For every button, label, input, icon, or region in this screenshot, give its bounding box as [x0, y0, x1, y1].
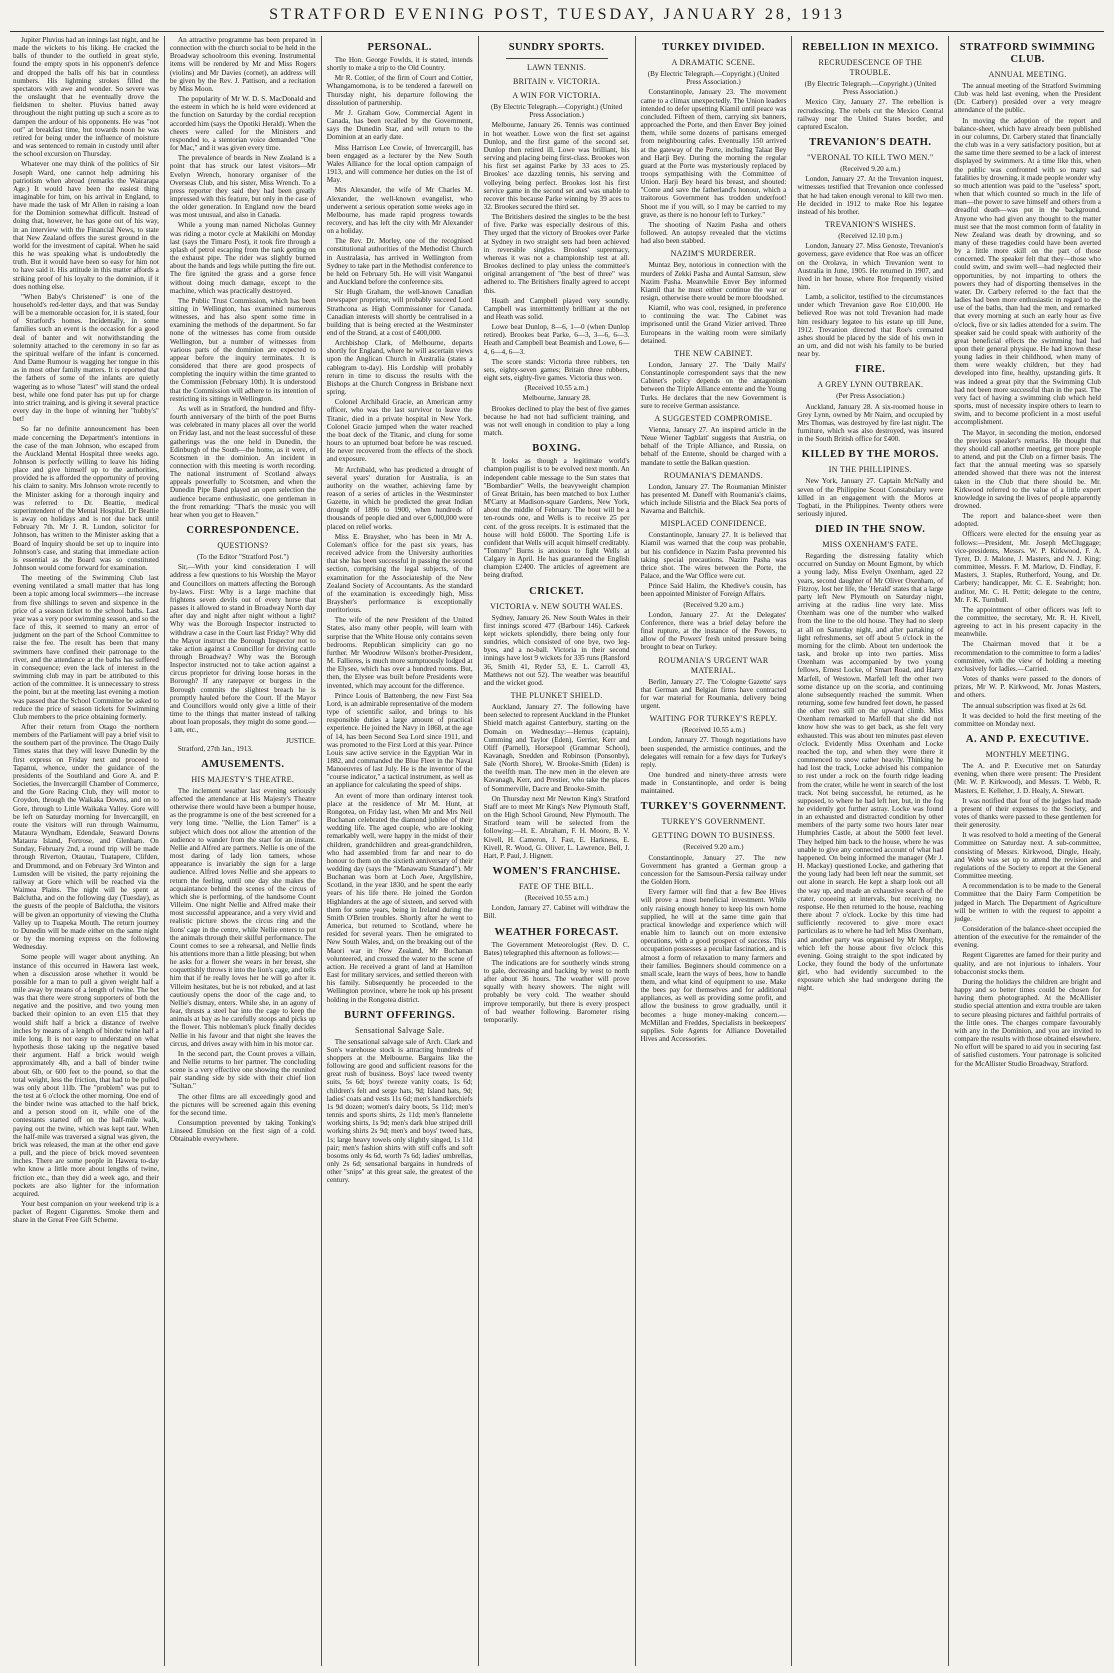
section-heading: FIRE. [855, 364, 886, 376]
article-paragraph: Your best companion on your weekend trip is a packet of Regent Cigarettes. Smoke them and share in the Great Free Gift Scheme. [13, 1200, 159, 1225]
article-paragraph: Sydney, January 26. New South Wales in their first innings scored 477 (Barbour 146). Carkeek kept wickets splendidly, there being only four sundries, which consisted of one bye, two leg-byes, and a no-ball. Victoria in their second innings have lost 9 wickets for 335 runs (Ransford 36, Smith 41, Ryder 53, E. L. Carroll 43, Matthews not out 52). The weather was beautiful and the wicket good. [483, 613, 630, 687]
article-subheading: IN THE PHILLIPINES. [828, 465, 912, 475]
page-columns [8, 36, 1106, 1666]
article-paragraph: During the holidays the children are bright and happy and so better times could be chosen for having them photographed. At the McAllister studio special attention and extra trouble are taken to secure pleasing pictures and faithful portraits of the little ones. The charges compare favourably with any in the Dominion, and you are invited to compare the results with those obtained elsewhere. No effort will be spared to aid you in securing fast of satisfied customers. Your patronage is solicited for the McAllister Studio Broadway, Stratford. [954, 977, 1101, 1068]
article-paragraph: Melbourne, January 26. Tennis was continued in hot weather. Lowe won the first set against Dunlop, and the first game of the second set. Dunlop then retired ill. Lowe was brilliant, his serving and placing being first-class. Brookes won his first set against Parke by 33 aces to 25. Brookes' ace dazzling tennis, his serving and volleying being perfect. Brookes lost his first service game in the second set and was unable to recover this because Parke winning by 39 aces to 32. Brookes secured the third set. [483, 121, 630, 211]
section-heading: TURKEY'S GOVERNMENT. [640, 801, 787, 813]
masthead: STRATFORD EVENING POST, TUESDAY, JANUARY 28, 1913 [269, 6, 845, 23]
article-paragraph: The popularity of Mr W. D. S. MacDonald and the esteem in which he is held were evidenced at the function on Saturday by the cordial reception accorded him (says the Opotiki Herald). When the cheers were called for the Ministers and responded to, a stentorian voice demanded "One for Mac," and it was given every time. [169, 95, 316, 153]
article-subheading: RECRUDESCENCE OF THE TROUBLE. [818, 58, 923, 77]
article-paragraph: Prince Louis of Battenberg, the new First Sea Lord, is an admirable representative of the modern type of scientific sailor, and brings to his responsible duties a large amount of practical experience. He joined the Navy in 1868, at the age of 14, has been Second Sea Lord since 1911, and was promoted to the First Lord at this year. Prince Louis saw active service in the Egyptian War in 1882, and commanded the Blue Fleet in the Naval Manoeuvres of last July. He is the inventor of the "course indicator," a tactical instrument, as well as an appliance for calculating the speed of ships. [326, 691, 473, 790]
article-paragraph: The Mayor, in seconding the motion, endorsed the previous speaker's remarks. He thought that they should call another meeting, get more people to attend, and put the Club on a firmer basis. The fact that the annual meeting was so sparsely attended showed that there was not the interest taken in the Club that there should be. Mr. Kirkwood referred to the value of a little expert knowledge in saving the lives of people apparently drowned. [954, 428, 1101, 510]
article-paragraph: Mr R. Cottier, of the firm of Court and Cottier, Whangamomona, is to be tendered a farewell on Thursday night, his departure following the dissolution of partnership. [326, 74, 473, 107]
article-paragraph: It was decided to hold the first meeting of the committee on Monday next. [954, 711, 1101, 728]
article-paragraph: London, January 27. The 'Daily Mail's' Constantinople correspondent says that the new Cabinet's policy depends on the antagonism between the Triple Alliance entente and the Young Turks. He declares that the new Government is sure to receive German assistance. [640, 360, 787, 410]
article-paragraph: The Rev. Dr. Morley, one of the recognised constitutional authorities of the Methodist Church in Australasia, has arrived in Wellington from Sydney to take part in the Methodist conference to be held on February 5th. He will visit Wanganui and Auckland before the conference sits. [326, 237, 473, 287]
article-subheading: MONTHLY MEETING. [985, 750, 1070, 760]
article-paragraph: As well as in Stratford, the hundred and fifty-fourth anniversary of the birth of the poet Burns was celebrated in many places all over the world on Friday last, and not the least successful of these gatherings was the one held in Dunedin, the Edinburgh of the South—the home, as it were, of Scotsmen in the dominion. An incident in connection with this meeting is worth recording. The national instrument of Scotland always appeals powerfully to Scotsmen, and when the Dunedin Pipe Band played an open selection the audience became enthusiastic, one gentleman in the front remarking: "That's the music you will hear when you get to Heaven." [169, 404, 316, 519]
section-heading: TURKEY DIVIDED. [662, 42, 765, 53]
column-2 [165, 36, 322, 1666]
article-paragraph: The meeting of the Swimming Club last evening ventilated a small matter that has long been a topic among local swimmers—the increase from five shillings to seven and sixpence in the price of a season ticket to the school baths. Last year was a very poor swimming season, and so the face of this, it seemed to many an error of judgment on the part of the School Committee to raise the fee. The result has been that many swimmers have confined their patronage to the river, and the attendance at the baths has suffered in consequence; even the lack of interest in the swimming club may in part be attributed to this action of the committee. It is unnecessary to stress the point, but at the meeting last evening a motion was passed that the School Committee be asked to reduce the price of season tickets for Swimming Club members to the price obtaining formerly. [13, 574, 159, 721]
article-paragraph: The score stands: Victoria three rubbers, ten sets, eighty-seven games; Britain three rubbers, eight sets, eighty-five games. Victoria thus won. [483, 357, 630, 383]
article-paragraph: So far no definite announcement has been made concerning the Department's intentions in the case of the man Johnson, who escaped from the Auckland Mental Hospital three weeks ago. Johnson is perfectly willing to leave his hiding place and give himself up to the authorities, provided he is afforded the opportunity of proving his claim to sanity. Mrs Johnson wrote recently to the Minister asking for a thorough inquiry and was referred to Dr. Beattie, medical superintendent of the Mental Hospital. Dr Beattie is away on holidays and is not due back until February 7th. Mr J. R. Lundon, solicitor for Johnson, has written to the Minister asking that a Board of Inquiry should be set up to inquire into Johnson's case, and stating that immediate action is essential as the Board was so constituted Johnson would come forward for examination. [13, 425, 159, 572]
column-7 [949, 36, 1106, 1666]
masthead-rule [10, 31, 1104, 32]
article-subheading: A WIN FOR VICTORIA. [512, 91, 601, 100]
article-subheading: THE PLUNKET SHIELD. [510, 691, 603, 701]
article-paragraph: The sensational salvage sale of Arch. Clark and Son's warehouse stock is attracting hundreds of shoppers at the Melbourne. Bargains like the following are good and sufficient reasons for the great rush of business. Boys' lace tweed twenty suits, 5s 6d; boys' tweeze vanity coats, 1s 6d; children's felt and serge hats, 9d; Island hats, 9d; ladies' coats and vests 11s 6d; men's handkerchiefs 1s 9d dozen; women's dairy boots, 5s 11d; men's tennis and sports shirts, 2s 11d; men's flannelette working shirts, 1s 9d; men's dark blue striped drill working shirts 2s 9d; men's and boys' tweed hats, 1s; large heavy towels only slightly singed, 1s 11d pair; men's fashion shirts with stiff cuffs and soft bosoms only 4s 6d, worth 7s 6d; ladies' umbrellas, only 2s 6d; sensational bargains in hundreds of other "snips" at this great sale, the greatest of the century. [326, 1037, 473, 1185]
article-subheading: FATE OF THE BILL. [519, 882, 595, 891]
article-subheading: TREVANION'S WISHES. [824, 220, 916, 230]
article-subheading: TURKEY'S GOVERNMENT. [661, 817, 766, 827]
article-paragraph: Mr Archibald, who has predicted a drought of several years' duration for Australia, is an authority on the weather, achieving fame by reason of a series of articles in the Westminster Gazette, in which he predicted the great Indian drought of 1896 to 1900, when hundreds of thousands of people died and over 6,000,000 were placed on relief works. [326, 465, 473, 531]
article-paragraph: London, January 27. At the Trevanion inquest, witnesses testified that Trevanion once confessed that he had taken enough veronal to kill two men. He decided in 1912 to make Roe his legatee instead of his brother. [797, 175, 944, 216]
article-subheading: VICTORIA v. NEW SOUTH WALES. [490, 601, 623, 611]
section-heading: A. AND P. EXECUTIVE. [965, 734, 1090, 746]
column-6 [792, 36, 949, 1666]
article-paragraph: Officers were elected for the ensuing year as follows:—President, Mr. Joseph McCluggage; vice-presidents, Messrs. W. P. Kirkwood, F. A. Tyrer, D. J. Malone, J. Masters, and N. J. King; committee, Messrs. F. M. Marlow, D. Findlay, F. Masters, J. Staples, Rutherford, Young, and Dr. Carbery; handicapper, Mr. C. E. Seabright; hon. auditor, Mr. C. H. Pettit; delegate to the centre, Mr. F. K. Turnbull. [954, 530, 1101, 604]
dateline: (By Electric Telegraph.—Copyright.) (United Press Association.) [647, 70, 780, 87]
article-paragraph: The indications are for southerly winds strong to gale, decreasing and backing by west to north after about 36 hours. The weather will prove squally with heavy showers. The night will probably be very cold. The weather should improve temporarily, but there is every prospect of bad weather following. Barometer rising temporarily. [483, 958, 630, 1024]
article-paragraph: Constantinople, January 27. The new Government has granted a German group a concession for the Samsoun-Persia railway under the Golden Horn. [640, 853, 787, 887]
article-paragraph: Prince Said Halim, the Khedive's cousin, has been appointed Minister of Foreign Affairs. [640, 582, 787, 599]
article-paragraph: The Public Trust Commission, which has been sitting in Wellington, has examined numerous witnesses, and has also spent some time in examining the methods of the department. So far none of the witnesses has come from outside Wellington, but a number of witnesses from various parts of the dominion are expected to appear before the inquiry terminates. It is considered that there are good prospects of completing the inquiry within the time granted to the Commission (February 10th). It is understood that the Commission will adhere to its intention of restricting its sittings in Wellington. [169, 296, 316, 403]
article-paragraph: "When Baby's Christened" is one of the household's red-letter days, and that was Sunday will be a memorable occasion for, it is stated, four of Stratford's homes. Incidentally, in some families such an event is the occasion for a good deal of banter and wit notwithstanding the solemnity attached to the ceremony in so far as the spiritual welfare of the infant is concerned. And Dame Rumour is wagging her tongue in this as in most other family matters. It is reported that the fathers of some of the infants are quietly wagering as to whose "latest" will stand the ordeal best, while one fond pater has put up for charge into strict training, and is giving it several practice every day in the hope of winning her "hubby's" bet! [13, 292, 159, 424]
section-heading: CRICKET. [529, 585, 584, 597]
dateline: (Received 12.10 p.m.) [838, 232, 903, 241]
article-subheading: "VERONAL TO KILL TWO MEN." [807, 153, 934, 163]
article-subheading: GETTING DOWN TO BUSINESS. [651, 831, 776, 841]
article-paragraph: London, January 27. Miss Genoste, Trevanion's governess, gave evidence that Roe was an officer on the Orolava, in which Trevanion went to Australia in June, 1905. He returned in 1907, and lived in her house, where Roe frequently visited him. [797, 242, 944, 291]
section-heading: REBELLION IN MEXICO. [802, 42, 939, 53]
article-subheading: QUESTIONS? [217, 541, 269, 551]
section-heading: BURNT OFFERINGS. [344, 1009, 456, 1021]
article-paragraph: The annual meeting of the Stratford Swimming Club was held last evening, when the President (Dr. Carbery) presided over a very meagre attendance of the public. [954, 82, 1101, 115]
article-paragraph: Whatever one may think of the politics of Sir Joseph Ward, one cannot help admiring his patriotism when abroad (remarks the Wairarapa Age.) It would have been the easiest thing imaginable for him, on his arrival in England, to have made the task of Mr Allen in raising a loan for the Dominion somewhat difficult. Instead of doing that, however, he has gone out of his way, in an interview with the Financial News, to state that New Zealand offers the surest ground in the world for the investment of capital. When he said this he was speaking what is undoubtedly the truth. But it would have been so easy for him not to have said it. His attitude in this matter affords a striking proof of his loyalty to the dominion, if it does nothing else. [13, 160, 159, 291]
article-paragraph: It was notified that four of the judges had made a present of their expenses to the Society, and votes of thanks were passed to these gentlemen for their generosity. [954, 796, 1101, 830]
article-paragraph: Stratford, 27th Jan., 1913. [177, 744, 253, 753]
article-paragraph: Consumption prevented by taking Tonking's Linseed Emulsion on the first sign of a cold. Obtainable everywhere. [169, 1119, 316, 1144]
article-subheading: ANNUAL MEETING. [988, 70, 1067, 79]
article-paragraph: The Britishers desired the singles to be the best of five. Parke was especially desirous of this. They urged that the victory of Brookes over Parke at Sydney in two straight sets had been achieved in reversible singles. Brookes' supremacy, whereas it was not a championship test at all. Brookes declined to play unless the committee's original arrangement of "the best of three" was adhered to. The Britishers finally agreed to accept this. [483, 213, 630, 295]
article-paragraph: Sir Hugh Graham, the well-known Canadian newspaper proprietor, will probably succeed Lord Strathcona as High Commissioner for Canada. Canadian interests will shortly be centralised in a building that is being erected at the Westminster end of the Strand, at a cost of £400,000. [326, 288, 473, 337]
section-heading: SUNDRY SPORTS. [508, 42, 605, 53]
section-heading: WOMEN'S FRANCHISE. [492, 866, 621, 877]
article-paragraph: Mr J. Graham Gow, Commercial Agent in Canada, has been recalled by the Government, says the Dunedin Star, and will return to the Dominion at an early date. [326, 108, 473, 142]
article-paragraph: London, January 27. At the Delegates' Conference, there was a brief delay before the final rupture, at the instance of the Powers, to allow of the Powers' fresh united pressure being brought to bear on Turkey. [640, 610, 787, 652]
article-subheading: A SUGGESTED COMPROMISE. [654, 413, 773, 423]
column-5 [636, 36, 793, 1666]
article-subheading: MISPLACED CONFIDENCE. [660, 519, 767, 529]
article-paragraph: New York, January 27. Captain McNally and seven of the Philippine Scout Constabulary were killed in an engagement with the Moros at Togbati, in the Philippines. Twenty others were seriously injured. [797, 477, 944, 519]
section-heading: CORRESPONDENCE. [186, 525, 300, 537]
article-paragraph: The appointment of other officers was left to the committee, the secretary, Mr. R. H. Kivell, agreeing to act in his present capacity in the meanwhile. [954, 605, 1101, 639]
article-subheading: THE NEW CABINET. [674, 348, 753, 358]
article-paragraph: Lamb, a solicitor, testified to the circumstances under which Trevanion gave Roe £10,000. He believed Roe was not told Trevanion had made him residuary legatee to his estate up till June, 1912. Trevanion directed that Roe's cremated ashes should be placed by the side of his own in an urn, and did not wish his family to be buried near by. [797, 293, 944, 359]
article-paragraph: London, January 27. The Roumanian Minister has presented M. Daneff with Roumania's claims, which include Silistria and the Black Sea ports of Navarna and Baltchik. [640, 482, 787, 516]
article-subheading: BRITAIN v. VICTORIA. [512, 77, 601, 86]
article-paragraph: On Thursday next Mr Newton King's Stratford Staff are to meet Mr King's New Plymouth Staff, on the High School Ground, New Plymouth. The Stratford team will be selected from the following:—H. E. Abraham, F. H. Moore, B. V. Kivell, H. Cameron, J. Fast, E. Harkness, E. Kivell, R. Wood, G. Oliver, L. Lawrence, Bell, J. Hart, P. Paul, J. Hignett. [483, 794, 630, 860]
article-subheading: A DRAMATIC SCENE. [671, 58, 756, 67]
article-subheading: MISS OXENHAM'S FATE. [822, 540, 919, 550]
dateline: (Received 10.55 a.m.) [681, 726, 746, 735]
article-paragraph: In moving the adoption of the report and balance-sheet, which have already been published in our columns, Dr. Carbery stated that financially the club was in a very satisfactory position, but at the same time there seemed to be a lack of interest displayed by swimmers. At a time like this, when the public was confronted with so many sad fatalities by drowning, it made people wonder why so much attention was paid to the "useless" sport, when that which counted so much in the life of man—the power to save himself and others from a dreadful death—was put in the background. Anyone who had given any thought to the matter must see that the most common form of fatality in New Zealand was death by drowning, and so many of these tragedies could have been averted by a little more skill on the part of those concerned. The speaker felt that they—those who could swim, and swim well—had neglected their opportunities, by not imparting to others the powers they had of disporting themselves in the water. Dr. Carbery referred to the fact that the ladies had been more enthusiastic in regard to the use of the baths, than had the men, and remarked that every morning at such an early hour as five o'clock, five or six ladies attended for a swim. The speaker said he could speak with authority of the great beneficial effects the swimming had had upon their general physique. He had known these young ladies in their childhood, when many of them were weakly children, but they had developed into fine, healthy, upstanding girls. It was indeed a great pity that the Swimming Club had not been more successful than in the past. The very fact of having a swimming club which held sports, must of necessity inspire others to learn to swim, and to become proficient in a most useful accomplishment. [954, 116, 1101, 427]
article-subheading: Sensational Salvage Sale. [354, 1025, 445, 1035]
dateline: (Received 10.55 a.m.) [524, 384, 589, 393]
dateline: Melbourne, January 28. [522, 394, 591, 403]
article-paragraph: Lowe beat Dunlop, 8—6, 1—0 (when Dunlop retired). Brookes beat Parke, 6—3, 3—6, 6—3. Heath and Campbell beat Beamish and Lowe, 6—4, 6—4, 6—3. [483, 323, 630, 356]
article-paragraph: Votes of thanks were passed to the donors of prizes, Mr W. P. Kirkwood, Mr. Jonas Masters, and others. [954, 675, 1101, 700]
signature: JUSTICE. [285, 736, 316, 745]
dateline: (By Electric Telegraph.—Copyright.) (United Press Association.) [804, 80, 936, 97]
article-subheading: WAITING FOR TURKEY'S REPLY. [649, 714, 778, 724]
section-heading: AMUSEMENTS. [201, 758, 285, 770]
article-paragraph: Brookes declined to play the best of five games because he had not had sufficient training, and was not well enough in condition to play a long match. [483, 404, 630, 438]
article-paragraph: The Hon. George Fowlds, it is stated, intends shortly to make a trip to the Old Country. [326, 56, 473, 73]
article-paragraph: In the second part, the Count proves a villain, and Nellie returns to her partner. The concluding scene is a very effective one showing the reunited pair standing side by side with their chief lion "Sultan." [169, 1049, 316, 1091]
article-paragraph: Kiamil, who was cool, resigned, in preference to continuing the war. The Cabinet was imprisoned until the Grand Vizier arrived. Three Europeans in the waiting room were similarly detained. [640, 304, 787, 345]
dateline: (Received 10.55 a.m.) [524, 894, 589, 902]
article-paragraph: Constantinople, January 27. It is believed that Kiamil was warned that the coup was probable, but his confidence in Nazim Pasha prevented his taking special precautions. Nazim Pasha was thrice shot. The wires between the Porte, the Palace, and the War Office were cut. [640, 531, 787, 581]
article-paragraph: Sir,—With your kind consideration I will address a few questions to his Worship the Mayor and Councillors on matters affecting the Borough by-laws. First: Why is a large machine that frightens seven devils out of every horse that passes it allowed to stand in Broadway North day after day and night after night without a light? Why was the Borough Inspector instructed to withdraw a case in the Court last Friday? Why did the Mayor instruct the Borough Inspector not to take action against a Councillor for driving cattle through Broadway? Why was the Borough Inspector instructed not to take action against a circus proprietor for driving loose horses in the Borough? If any ratepayer or burgess in the Borough commits the slightest breach he is promptly hauled before the Court. If the Mayor and Councillors would only give a little of their time to the things that matter instead of talking about loan proposals, they might do some good.—I am, etc., [169, 563, 316, 735]
article-paragraph: Mexico City, January 27. The rebellion is recrudescing. The rebels cut the Mexico Central railway near the United States border, and captured Escalon. [797, 98, 944, 131]
article-paragraph: It was resolved to hold a meeting of the General Committee on Saturday next. A sub-committee, consisting of Messrs. Kirkwood, Dingle, Healy, and Webb was set up to attend the revision and regulations of the Society to report at the General Committee meeting. [954, 831, 1101, 881]
article-paragraph: The prevalence of beards in New Zealand is a point that has struck our latest visitors—Mr Evelyn Wrench, honorary organiser of the Overseas Club, and his sister, Miss Wrench. To a press reporter they said they had been greatly impressed with this feature, but only in the case of the older generation. In England now the beard was most unusual, and also in Canada. [169, 154, 316, 220]
section-heading: PERSONAL. [367, 42, 432, 53]
dateline: (To the Editor "Stratford Post.") [196, 553, 289, 562]
column-1 [8, 36, 165, 1666]
article-paragraph: The annual subscription was fixed at 2s 6d. [962, 701, 1087, 710]
dateline: (By Electric Telegraph.—Copyright.) (United Press Association.) [490, 103, 623, 120]
article-paragraph: Muntaz Bey, notorious in connection with the murders of Zekki Pasha and Auntal Samsun, slew Nazim Pasha. Meanwhile Enver Bey informed Kiamil that he must either continue the war or resign, otherwise there would be more bloodshed. [640, 261, 787, 302]
article-paragraph: One hundred and ninety-three arrests were made in Constantinople, and order is being maintained. [640, 770, 787, 796]
article-paragraph: Regarding the distressing fatality which occurred on Sunday on Mount Egmont, by which a young lady, Miss Evelyn Oxenham, aged 22 years, second daughter of Mr Oliver Oxenham, of Fitzroy, lost her life, the 'Herald' states that a large party left New Plymouth on Saturday night, arriving at the radius line very late. Miss Oxenham was one of the number who walked from the line to the old house. They had no sleep at all on Saturday night, and after partaking of light refreshments, set off about 5 o'clock in the morning for the climb. About ten undertook the task, and broke up into two parties. Miss Oxenham was accompanied by two young fellows, Ernest Locke, of Smart Road, and Harry Marfell, of Westown. Marfell left the other two some distance up on the scoria, and continuing alone subsequently reached the summit. When returning, some few hundred feet down, he passed the other two still on the upward climb. Miss Oxenham remarked to Marfell that she did not know how she was to get back, as she felt very exhausted. This was about ten minutes past eleven o'clock. Evidently Miss Oxenham and Locke reached the top, and when they were there it commenced to snow rather heavily. Thinking he had lost the track, Locke advised his companion to rest under a rock on the fourth ridge leading from the crater, while he went in search of the lost track. Not being successful, he returned, as he supposed, to where he had left her, but, in the fog he evidently got further astray. Locke was found in an exhausted and distracted condition by other members of the party some two hours later near Humphries Castle, at about the 5000 feet level. They helped him back to the house, where he was unable to give any connected account of what had happened. On being informed the manager (Mr J. H. Mackay) questioned Locke, and gathering that the young lady had been left near the summit, set out alone in search. He kept a sharp look out all the way up, and made an exhaustive search of the crater, cooeeing at intervals, but receiving no response. He then returned to the house, reaching there about 7 o'clock. Locke by this time had sufficiently recovered to give more exact particulars as to where he had left Miss Oxenham, and another party was organised by Mr Murphy, which left the house about five o'clock this evening. Going straight to the spot indicated by Locke, they found the body of the unfortunate girl, who had evidently succumbed to the exposure which she had undergone during the night. [797, 552, 944, 993]
article-paragraph: London, January 27. Cabinet will withdraw the Bill. [483, 904, 630, 921]
article-paragraph: Berlin, January 27. The 'Cologne Gazette' says that German and Belgian firms have contracted for war material for Roumania, delivery being urgent. [640, 677, 787, 710]
article-paragraph: It looks as though a legitimate world's champion pugilist is to be evolved next month. An independent cable message to the Sun states that "Bombardier" Wells, the heavyweight champion of Great Britain, has been matched to box Luther M'Carty at Madison-square Gardens, New York, about the middle of February. The bout will be a ten-rounds one, and Wells is to receive 25 per cent. of the gross receipts. It is estimated that the house will hold £6000. The Sporting Life is confident that Wells will acquit himself creditably. "Tommy" Burns is anxious to fight Wells at Calgary in April. He has guaranteed the English champion £2400. The articles of agreement are being drafted. [483, 457, 630, 580]
article-paragraph: Some people will wager about anything. An instance of this occurred in Hawera last week, when a discussion arose whether it would be possible for a man to pull a given weight half a mile away by means of a length of twine. The bet was that there were strong supporters of both the negative and the positive, and two young men backed their opinion to an even £15 that they would shift half a brick a distance of twelve inches by means of a length of binder twine half a mile long. It is not easy to understand on what hypothesis those taking up the negative based their argument. Half a brick would weigh approximately 4lb, and a ball of binder twine about 6lb, or 600 feet to the pound, so that the total weight, less the friction, that had to be pulled was only about 11lb. The "problem" was put to the test at 6 o'clock the other morning. One end of the binder twine was attached to the half brick, and a person stood on it, while one of the contestants started off on the half-mile walk, paying out the twine, which was kept taut. When the half-mile was traversed a signal was given, the brick was released, the man at the other end gave a pull, and the piece of brick moved seventeen inches. There are some people in Hawera to-day who know a little more about lengths of twine, friction etc., than they did a week ago, and their pockets are also lighter for the information acquired. [13, 953, 159, 1198]
article-paragraph: Constantinople, January 23. The movement came to a climax unexpectedly. The Union leaders intended to defer upsetting Kiamil until peace was concluded. Fifteen of them, carrying six banners, approached the Porte, and then Enver Bey joined them, while some dozens of partisans emerged from neighbouring cafes. Eventually 150 arrived at the gateway of the Porte, including Talaat Bey and Harji Bey. During the morning the regular guard at the Porte was mysteriously replaced by troops sympathising with the Committee of Union. Harji Bey heard his breast, and shouted: "Come and save the fatherland's honour, which a traitorous Government has trodden underfoot! Shoot me if you will, so I may be carried to my grave, as there is no honour left to Turkey." [640, 88, 787, 219]
article-paragraph: Auckland, January 28. A six-roomed house in Grey Lynn, owned by Mr Nairn, and occupied by Mrs Thomas, was destroyed by fire last night. The furniture, which was also destroyed, was insured in the South British office for £400. [797, 402, 944, 444]
article-paragraph: London, January 27. Though negotiations have been suspended, the armistice continues, and the delegates will remain for a few days for Turkey's reply. [640, 736, 787, 769]
dateline: (Received 9.20 a.m.) [840, 165, 901, 174]
article-paragraph: While a young man named Nicholas Gunney was riding a motor cycle at Makikihi on Monday last (says the Timaru Post), it took fire through a splash of petrol escaping from the tank getting on the exhaust pipe. The rider was slightly burned about the hands and legs while putting the fire out. The fire ignited the grass and a gorse fence without doing much damage, except to the machine, which was practically destroyed. [169, 221, 316, 295]
section-heading: TREVANION'S DEATH. [809, 137, 932, 149]
article-paragraph: Archbishop Clark, of Melbourne, departs shortly for England, where he will ascertain views upon the Anglican Church in Australia (states a cablegram to-day). His Lordship will probably return in time to discuss the results with the Bishops at the Church Congress in Brisbane next spring. [326, 339, 473, 397]
article-subheading: ROUMANIA'S DEMANDS. [663, 470, 764, 480]
article-paragraph: Mrs Alexander, the wife of Mr Charles M. Alexander, the well-known evangelist, who underwent a serious operation some weeks ago in Melbourne, has made rapid progress towards recovery, and has left the city with Mr Alexander on a holiday. [326, 186, 473, 236]
article-subheading: LAWN TENNIS. [526, 63, 587, 72]
section-heading: WEATHER FORECAST. [494, 926, 619, 938]
article-paragraph: The shooting of Nazim Pasha and others followed. An autopsy revealed that the victims had also been stabbed. [640, 220, 787, 246]
article-paragraph: Colonel Archibald Gracie, an American army officer, who was the last survivor to leave the Titanic, died in a private hospital in New York. Colonel Gracie jumped when the water reached the boat deck of the Titanic, and clung for some hours to an upturned boat before he was rescued. He never recovered from the effects of the shock and exposure. [326, 398, 473, 464]
section-heading: BOXING. [532, 443, 581, 455]
article-paragraph: Auckland, January 27. The following have been selected to represent Auckland in the Plunket Shield match against Canterbury, starting on the Domain on Wednesday:—Hemus (captain), Cumming and Taylor (Eden), Gerrier, Kerr and Oliff (Parnell), Horsepool (Grammar School), Kavanagh, Snedden and Robinson (Ponsonby), Sale (North Shore), W. Brooke-Smith (Eden) is the twelfth man. The new men in the eleven are Kavanagh, Kerr, and Prestier, who take the places of Sommerville, Dacre and Brooke-Smith. [483, 703, 630, 793]
article-paragraph: The A. and P. Executive met on Saturday evening, when there were present: The President (Mr. W. P. Kirkwood), and Messrs. T. Webb, R. Masters, E. Kelleher, J. D. Healy, A. Stewart. [954, 762, 1101, 795]
dateline: (Per Press Association.) [836, 392, 905, 401]
dateline: (Received 9.20 a.m.) [683, 600, 744, 609]
article-subheading: A GREY LYNN OUTBREAK. [817, 380, 924, 390]
dateline: (Received 9.20 a.m.) [683, 843, 744, 852]
article-paragraph: Miss Harrison Lee Cowie, of Invercargill, has been engaged as a lecturer by the New South Wales Alliance for the local option campaign of 1913, and will commence her duties on the 1st of May. [326, 143, 473, 185]
article-paragraph: The other films are all exceedingly good and the pictures will be screened again this evening for the second time. [169, 1092, 316, 1117]
article-paragraph: Vienna, January 27. An inspired article in the 'Neue Wiener Tagblatt' suggests that Austria, on behalf of the Triple Alliance, and Russia, on behalf of the Entente, should be charged with a mandate to settle the Balkan question. [640, 425, 787, 467]
article-subheading: NAZIM'S MURDERER. [670, 249, 757, 259]
article-paragraph: An event of more than ordinary interest took place at the residence of Mr M. Hunt, at Rongotea, on Friday last, when Mr and Mrs Neil Buchanan celebrated the diamond jubilee of their wedding life. The aged couple, who are looking remarkably well, were happy in the midst of their children, grandchildren and great-grandchildren, who had assembled from far and near to do honour to them on the sixtieth anniversary of their wedding day (says the "Manawatu Standard"). Mr Buchanan was born at Loch Awe, Argyllshire, Scotland, in the year 1830, and he spent the early years of his life there. He joined the Gordon Highlanders at the age of sixteen, and served with them for some years, being in Ireland during the Smith O'Brien troubles. Shortly after he went to America, but returned to Scotland, where he resided for several years. Then he emigrated to New South Wales, and, on the breaking out of the Maori war in New Zealand, Mr Buchanan volunteered, and crossed the water to the scene of action. He received a grant of land at Hamilton East for military services, and settled thereon with his family. Subsequently he proceeded to the Wellington province, where he took up his present holding in the Rongotea district. [326, 791, 473, 1004]
column-4 [479, 36, 636, 1666]
article-paragraph: Every farmer will find that a few Bee Hives will prove a most beneficial investment. While only raising enough honey to keep his own home supplied, he will at the same time gain that practical knowledge and experience which will enable him to launch out on more extensive operations, with a good prospect of success. This occupation possesses a peculiar fascination, and is almost a form of relaxation to many farmers and their families. Beginners should commence on a small scale, learn the ways of bees, how to handle them, and what kind of equipment to use. Make the bees pay for themselves and for additional appliances, as well as providing some profit, and allow the business to grow gradually, until it becomes a huge money-making concern.—McMillan and Freddes, Specialists in beekeepers' supplies. Sole Agents for Alliance Dovetailed Hives and Accessories. [640, 888, 787, 1044]
divider [506, 58, 608, 59]
article-paragraph: Regent Cigarettes are famed for their purity and quality, and are not injurious to inhalers. Your tobacconist stocks them. [954, 951, 1101, 976]
article-paragraph: The report and balance-sheet were then adopted. [954, 512, 1101, 529]
article-paragraph: An attractive programme has been prepared in connection with the church social to be held in the Broadway schoolroom this evening. Instrumental items will be rendered by Mr and Miss Rogers (violins) and Mr Davies (cornet), an address will be given by the Rev. J. Pattison, and a recitation by Miss Moon. [169, 36, 316, 93]
section-heading: DIED IN THE SNOW. [815, 524, 926, 536]
article-paragraph: Jupiter Pluvius had an innings last night, and he made the wickets to his liking. He cracked the balls of thunder to the outfield in great style, found the empty spots in his opponent's defence and dropped the balls off his bat in countless numbers. His lightning strokes filled the spectators with awe and wonder. So severe was the onslaught that he eventually drove the fieldsmen to shelter. Pluvius batted away throughout the night putting up such a score as to dampen the ardour of his opponents. He was "not out" at breakfast time, but towards noon he was retired for being under the influence of moisture and was sentenced to remain in custody until after the school excursion on Thursday. [13, 36, 159, 159]
article-subheading: HIS MAJESTY'S THEATRE. [191, 774, 295, 784]
article-subheading: ROUMANIA'S URGENT WAR MATERIAL. [658, 655, 769, 675]
article-paragraph: The wife of the new President of the United States, also many other people, will learn with surprise that the White House only contains seven bedrooms. Republican simplicity can go no further. Mr Woodrow Wilson's brother-President, M. Fallieres, is much more sumptuously lodged at the Elysee, which has over a hundred rooms. But, then, the Elysee was built before Presidents were invented, which may account for the difference. [326, 616, 473, 690]
article-paragraph: The inclement weather last evening seriously affected the attendance at His Majesty's Theatre otherwise there would have been a bumper house, as the programme is one of the best screened for a very long time. "Nellie, the Lion Tamer" is a subject which does not allow the attention of the audience to wander from the start for an instant. Nellie and Alfred are partners. Nellie is one of the most daring of lady lion tamers, whose appearance is invariably the sign for a large audience. Alfred loves Nellie and she appears to return the feeling, until one day she makes the acquaintance behind the scenes of the circus of which she is performing, of the handsome Count Villeim. One night Nellie and Alfred make their most successful appearance, and a very vivid and realistic picture shows the circus ring and the lions' cage in the centre, while Nellie enters to put the animals through their skilful performance. The Count comes to see a rehearsal, and Nellie finds his attentions more than a little pleasing; but when he asks for a flower she wears in her breast, she coquettishly throws it into the lion's cage, and tells him that if he really loves her he will go after it. Villeim hesitates, but he is not rebuked, and at last cautiously opens the door of the cage and, to Nellie's dismay, enters. While she, in an agony of fear, thrusts a steel bar into the cage to keep the animals at bay as he carefully stoops and picks up the flower. This nobleman's pluck finally decides Nellie in his favour and that night she leaves the circus, and drives away with him in his motor car. [169, 786, 316, 1048]
section-heading: STRATFORD SWIMMING CLUB. [959, 42, 1096, 65]
article-paragraph: Miss E. Braysher, who has been in Mr A. Coleman's office for the past six years, has received advice from the University authorities that she has been successful in passing the second section, comprising the legal subjects, of the examination for the Associateship of the New Zealand Society of Accountants. As the standard of the examination is exceedingly high, Miss Braysher's performance is exceptionally meritorious. [326, 532, 473, 615]
article-paragraph: A recommendation is to be made to the General Committee that the Dairy Farm Competition be judged in March. The Department of Agriculture will be written to with the request to appoint a judge. [954, 882, 1101, 923]
article-paragraph: After their return from Otago the northern members of the Parliament will pay a brief visit to the southern part of the province. The Otago Daily Times states that they will leave Dunedin by the first express on Friday next and proceed to Tapanui, whence, under the guidance of the presidents of the Southland and Gore A. and P. Societies, the Invercargill Chamber of Commerce, and the Gore Racing Club, they will motor to Croydon, through the Waikaka Downs, and on to Gore, through to Little Waikaka Valley. Gore will be left on Saturday morning for Invercargill, en route the visitors will run through Waimumu, Mataura Wyndham, Edendale, Seaward Downs Mataura Island, Fortrose, and Glenham. On Sunday, February 2nd, a round trip will be made through Riverton, Otautau, Tuatapere, Clifden, and Drummond, and on February 3rd Winton and Lumsden will be visited, the party rejoining the railway at Gore which will be reached via the Waimea Plains. The night will be spent at Balclutha, and on the following day (Tuesday), as the guests of the people of Balclutha, the visitors will be given an opportunity of viewing the Clutha Valley up to Tuapeka Mouth. The return journey to Dunedin will be made either on the same night or by the morning express on the following Wednesday. [13, 722, 159, 952]
column-3 [322, 36, 479, 1666]
article-paragraph: Consideration of the balance-sheet occupied the attention of the executive for the remainder of the evening. [954, 925, 1101, 950]
article-paragraph: The Chairman moved that it be a recommendation to the committee to form a ladies' committee, with the view of holding a meeting exclusively for ladies.—Carried. [954, 640, 1101, 673]
article-paragraph: Heath and Campbell played very soundly. Campbell was intermittently brilliant at the net and Heath was solid. [483, 296, 630, 321]
section-heading: KILLED BY THE MOROS. [801, 449, 939, 461]
article-paragraph: The Government Meteorologist (Rev. D. C. Bates) telegraphed this afternoon as follows:— [483, 940, 630, 957]
